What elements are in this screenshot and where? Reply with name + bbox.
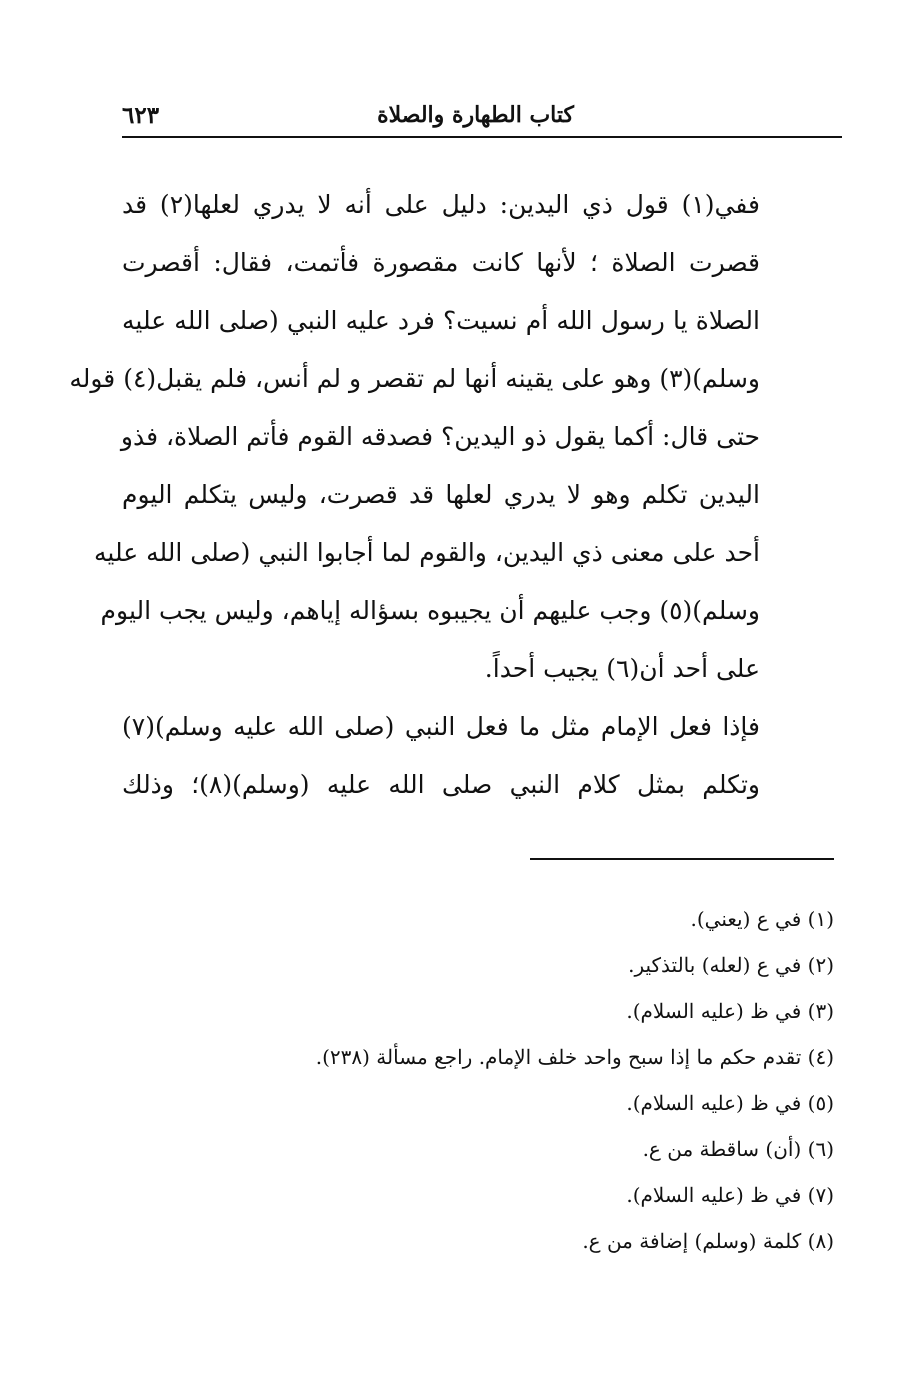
body-line: وسلم)(٣) وهو على يقينه أنها لم تقصر و لم أنس، فلم يقبل(٤) قوله (69, 364, 760, 393)
footnote: (٨) كلمة (وسلم) إضافة من ع. (582, 1229, 834, 1253)
footnotes (214, 896, 834, 1264)
footnote: (٣) في ظ (عليه السلام). (626, 999, 834, 1023)
body-line: ففي(١) قول ذي اليدين: دليل على أنه لا يدري لعلها(٢) قد (122, 190, 760, 219)
page-number: ٦٢٣ (122, 102, 160, 129)
page-header (122, 92, 842, 138)
body-line: على أحد أن(٦) يجيب أحداً. (484, 654, 760, 683)
footnote: (٤) تقدم حكم ما إذا سبح واحد خلف الإمام. راجع مسألة (٢٣٨). (315, 1045, 834, 1069)
footnote-separator (530, 858, 834, 860)
body-line: الصلاة يا رسول الله أم نسيت؟ فرد عليه النبي (صلى الله عليه (122, 306, 760, 335)
footnote: (٧) في ظ (عليه السلام). (626, 1183, 834, 1207)
footnote: (٦) (أن) ساقطة من ع. (642, 1137, 834, 1161)
body-line: قصرت الصلاة ؛ لأنها كانت مقصورة فأتمت، فقال: أقصرت (122, 248, 760, 277)
body-line: حتى قال: أكما يقول ذو اليدين؟ فصدقه القوم فأتم الصلاة، فذو (120, 422, 760, 451)
body-line: فإذا فعل الإمام مثل ما فعل النبي (صلى الله عليه وسلم)(٧) (122, 712, 760, 741)
footnote: (٢) في ع (لعله) بالتذكير. (628, 953, 834, 977)
book-title: كتاب الطهارة والصلاة (377, 102, 574, 128)
body-line: أحد على معنى ذي اليدين، والقوم لما أجابوا النبي (صلى الله عليه (94, 538, 760, 567)
footnote: (١) في ع (يعني). (690, 907, 834, 931)
body-line: وتكلم بمثل كلام النبي صلى الله عليه (وسلم)(٨)؛ وذلك (122, 770, 760, 799)
body-text (69, 176, 760, 814)
footnote: (٥) في ظ (عليه السلام). (626, 1091, 834, 1115)
body-line: وسلم)(٥) وجب عليهم أن يجيبوه بسؤاله إياهم، وليس يجب اليوم (100, 596, 760, 625)
header-rule (122, 136, 842, 138)
body-line: اليدين تكلم وهو لا يدري لعلها قد قصرت، وليس يتكلم اليوم (122, 480, 760, 509)
